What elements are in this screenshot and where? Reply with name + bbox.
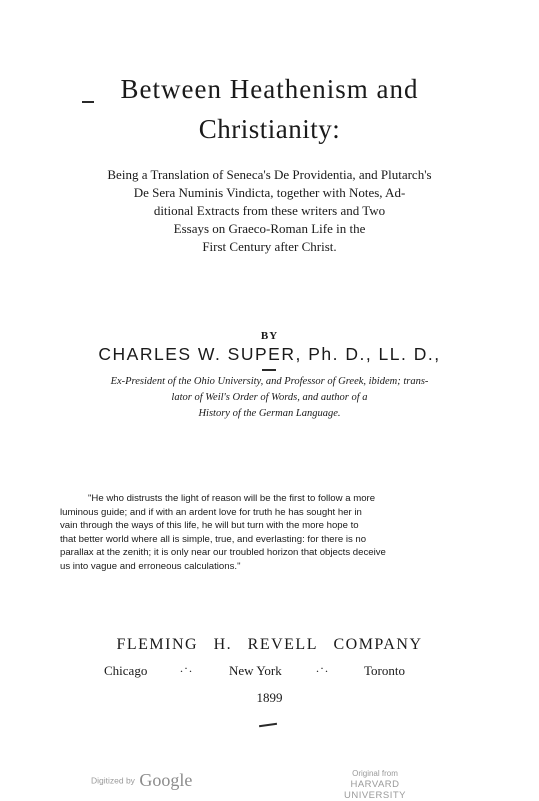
year-flourish-mark: [259, 723, 277, 727]
subtitle: [0, 166, 539, 256]
subtitle-line: ditional Extracts from these writers and Two: [153, 203, 386, 218]
publisher-word: H.: [213, 636, 233, 653]
epigraph-line: luminous guide; and if with an ardent love for truth he has sought her in: [60, 506, 362, 518]
epigraph-line: "He who distrusts the light of reason will be the first to follow a more: [88, 493, 376, 504]
publisher-word: FLEMING: [116, 636, 199, 653]
publisher-cities: [0, 663, 539, 683]
institution-name: HARVARD UNIVERSITY: [343, 779, 406, 801]
publisher-name: [0, 636, 539, 654]
city-separator: .·.: [316, 661, 329, 675]
subtitle-line: De Sera Numinis Vindicta, together with Notes, Ad-: [133, 185, 406, 200]
publication-year: 1899: [256, 690, 283, 705]
google-logo: Google: [139, 770, 193, 790]
digitized-prefix: Digitized by: [91, 775, 135, 786]
title-line-2: Christianity:: [198, 114, 341, 144]
author-underline-mark: [262, 369, 276, 371]
credentials-line: History of the German Language.: [198, 408, 341, 419]
epigraph-line: vain through the ways of this life, he will but turn with the more hope to: [60, 520, 359, 531]
credentials-line: lator of Weil's Order of Words, and author of a: [171, 392, 368, 403]
subtitle-line: Essays on Graeco-Roman Life in the: [173, 221, 366, 236]
publisher-word: REVELL: [247, 636, 318, 653]
author-name: CHARLES W. SUPER, Ph. D., LL. D.,: [98, 344, 441, 364]
publisher-word: COMPANY: [333, 636, 423, 653]
epigraph-line: parallax at the zenith; it is only near our troubled horizon that objects deceive: [60, 547, 386, 558]
author-credentials: [0, 374, 539, 422]
title-underline-mark: [82, 101, 94, 103]
digitized-by-google: [91, 770, 192, 791]
city-chicago: Chicago: [104, 663, 148, 678]
by-label: BY: [260, 330, 279, 342]
city-new-york: New York: [229, 663, 282, 678]
city-separator: .·.: [180, 661, 193, 675]
credentials-line: Ex-President of the Ohio University, and Professor of Greek, ibidem; trans-: [110, 376, 429, 387]
epigraph-line: that better world where all is simple, true, and everlasting: for there is no: [60, 533, 367, 545]
subtitle-line: Being a Translation of Seneca's De Providentia, and Plutarch's: [107, 167, 432, 182]
title-line-1: Between Heathenism and: [120, 74, 419, 104]
city-toronto: Toronto: [364, 663, 405, 678]
epigraph: [60, 492, 485, 573]
subtitle-line: First Century after Christ.: [202, 239, 337, 254]
epigraph-line: us into vague and erroneous calculations.": [60, 560, 241, 572]
original-from-label: Original from: [352, 769, 398, 778]
original-source: [320, 768, 430, 801]
